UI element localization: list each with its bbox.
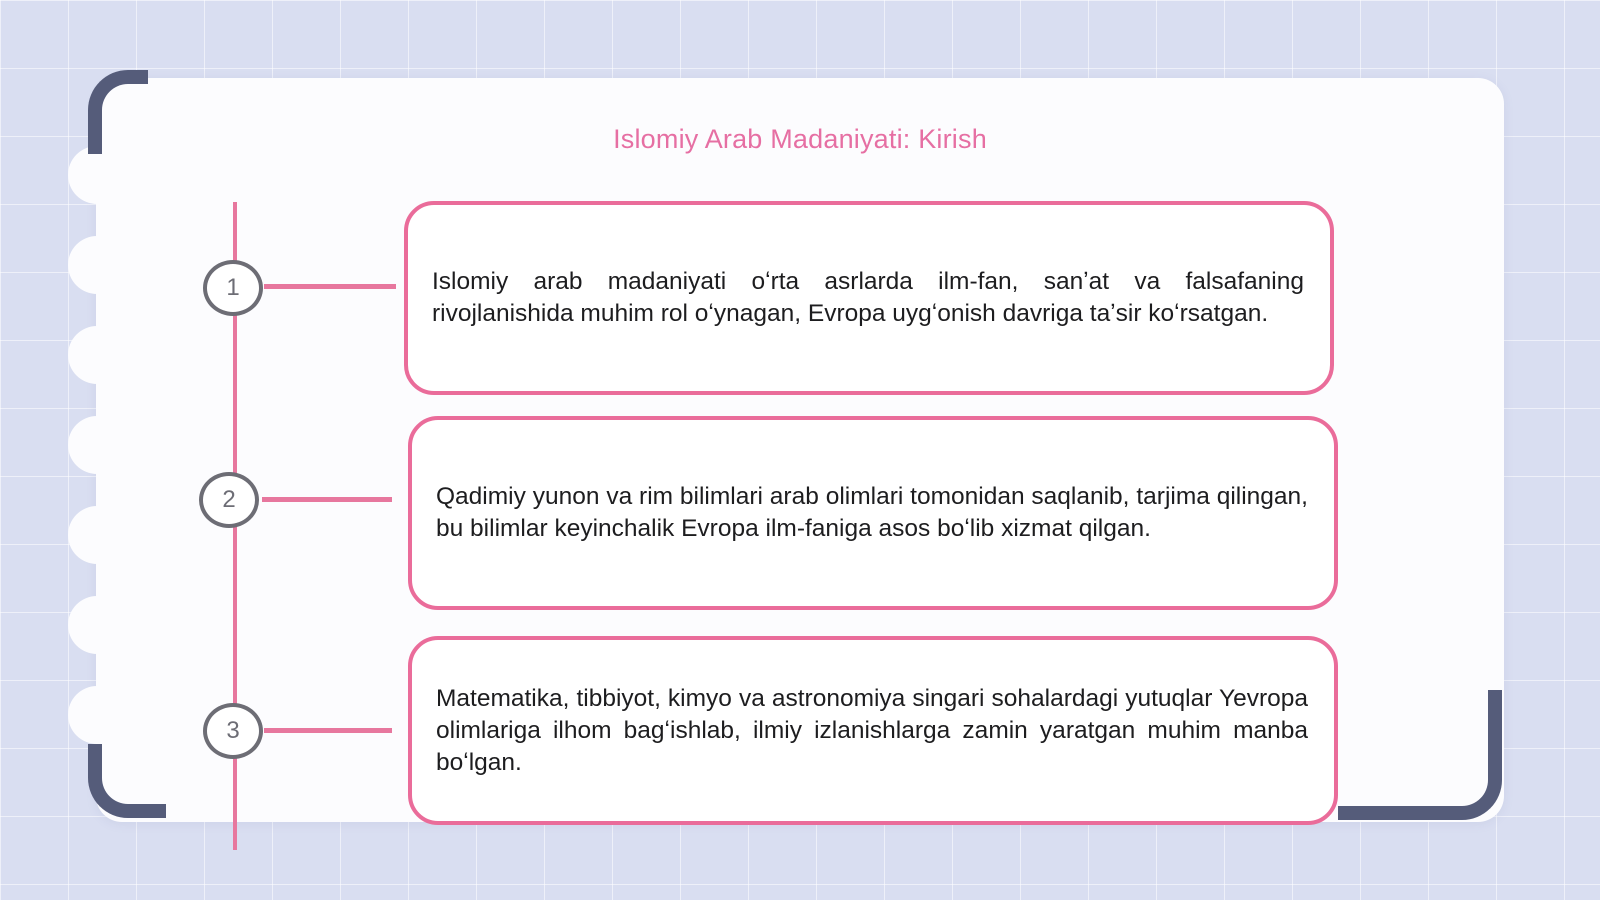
timeline-item-box-3 bbox=[408, 636, 1338, 825]
timeline-item-text: Qadimiy yunon va rim bilimlari arab olimlari tomonidan saqlanib, tarjima qilingan, bu bilimlar keyinchalik Evropa ilm-faniga asos boʻlib xizmat qilgan. bbox=[436, 483, 1308, 542]
card-scallop bbox=[68, 596, 126, 654]
timeline-item-box-2 bbox=[408, 416, 1338, 610]
timeline-item-text: Islomiy arab madaniyati oʻrta asrlarda ilm-fan, sanʼat va falsafaning rivojlanishida muhim rol oʻynagan, Evropa uygʻonish davriga taʼsir koʻrsatgan. bbox=[432, 268, 1304, 327]
timeline-item-text: Matematika, tibbiyot, kimyo va astronomiya singari sohalardagi yutuqlar Yevropa olimlariga ilhom bagʻishlab, ilmiy izlanishlarga zamin yaratgan muhim manba boʻlgan. bbox=[436, 684, 1308, 776]
card-scallop bbox=[68, 686, 126, 744]
timeline-connector bbox=[262, 497, 392, 502]
corner-bracket-bottom-right bbox=[1338, 690, 1502, 820]
card-scallop bbox=[68, 236, 126, 294]
timeline-node-3: 3 bbox=[203, 703, 263, 759]
timeline-item-box-1 bbox=[404, 201, 1334, 395]
timeline-node-2: 2 bbox=[199, 472, 259, 528]
timeline-connector bbox=[264, 284, 396, 289]
card-scallop bbox=[68, 416, 126, 474]
timeline-connector bbox=[264, 728, 392, 733]
slide-title: Islomiy Arab Madaniyati: Kirish bbox=[613, 124, 987, 154]
timeline-node-1: 1 bbox=[203, 260, 263, 316]
card-scallop bbox=[68, 506, 126, 564]
corner-bracket-bottom-left bbox=[88, 744, 166, 818]
card-scallop bbox=[68, 326, 126, 384]
